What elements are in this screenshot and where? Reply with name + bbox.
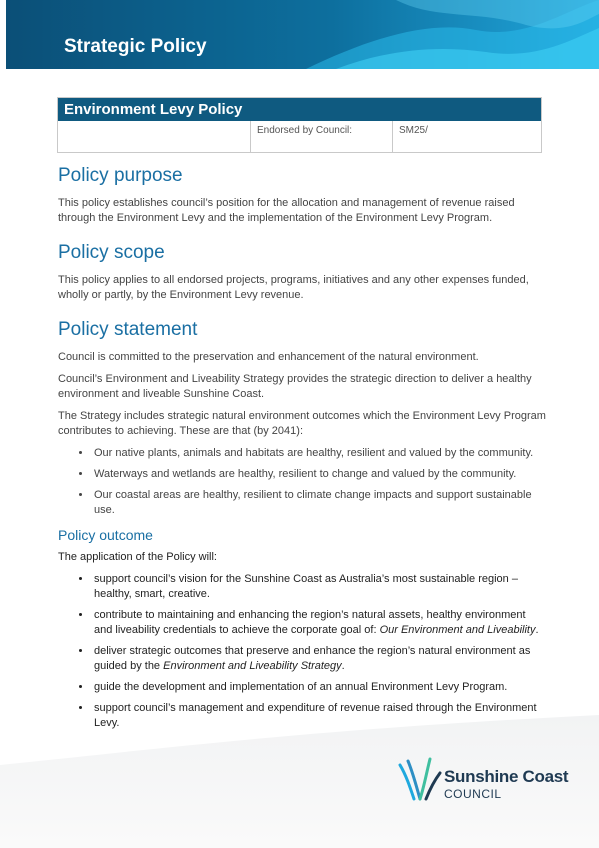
outcome-bullet-list (58, 572, 546, 731)
list-item: • Waterways and wetlands are healthy, resilient to change and valued by the community. (92, 467, 546, 482)
list-item: • support council’s management and expenditure of revenue raised through the Environment Levy. (92, 701, 546, 731)
purpose-body: This policy establishes council’s position for the allocation and management of revenue raised through the Environment Levy and the implementation of the Environment Levy Program. (58, 197, 515, 224)
list-item (92, 608, 546, 638)
purpose-section (58, 164, 546, 226)
corporate-goal-emphasis: Our Environment and Liveability (379, 624, 536, 636)
endorsed-reference: SM25/ (399, 125, 428, 136)
wave-logo-icon (398, 753, 444, 805)
header-banner (6, 0, 599, 69)
policy-info-row (58, 121, 541, 152)
document-type-title: Strategic Policy (64, 36, 207, 57)
statement-paragraph: Council is committed to the preservation and enhancement of the natural environment. (58, 351, 479, 363)
strategy-emphasis: Environment and Liveability Strategy (163, 660, 342, 672)
policy-title: Environment Levy Policy (58, 98, 541, 121)
statement-paragraph: The Strategy includes strategic natural environment outcomes which the Environment Levy Program contributes to achieving. These are that (by 2041): (58, 410, 546, 437)
list-item (92, 644, 546, 674)
list-item-text: deliver strategic outcomes that preserve and enhance the region’s natural environment as guided by the (94, 645, 531, 672)
list-item: • Our native plants, animals and habitats are healthy, resilient and valued by the community. (92, 446, 546, 461)
scope-heading: Policy scope (58, 242, 165, 263)
purpose-heading: Policy purpose (58, 165, 183, 186)
list-item: • guide the development and implementation of an annual Environment Levy Program. (92, 680, 546, 695)
sunshine-coast-council-logo (398, 753, 588, 805)
logo-name: Sunshine Coast (444, 767, 569, 786)
policy-content (58, 164, 546, 739)
logo-subtitle: COUNCIL (444, 787, 502, 801)
empty-cell (58, 121, 251, 152)
banner-wave-graphic (6, 0, 599, 69)
endorsed-label: Endorsed by Council: (251, 121, 393, 152)
statement-bullet-list (58, 446, 546, 518)
scope-section (58, 241, 546, 303)
outcome-heading: Policy outcome (58, 527, 153, 543)
list-item-text: contribute to maintaining and enhancing the region’s natural assets, healthy environment and liveability credentials to achieve the corporate goal of: (94, 609, 526, 636)
list-item: • Our coastal areas are healthy, resilient to climate change impacts and support sustainable use. (92, 488, 546, 518)
statement-paragraph: Council’s Environment and Liveability Strategy provides the strategic direction to deliver a healthy environment and liveable Sunshine Coast. (58, 373, 532, 400)
list-item: • support council’s vision for the Sunshine Coast as Australia’s most sustainable region – healthy, smart, creative. (92, 572, 546, 602)
outcome-intro: The application of the Policy will: (58, 551, 217, 563)
scope-body: This policy applies to all endorsed projects, programs, initiatives and any other expenses funded, wholly or partly, by the Environment Levy revenue. (58, 274, 529, 301)
statement-section (58, 318, 546, 518)
list-item-end: . (341, 660, 345, 672)
statement-heading: Policy statement (58, 319, 198, 340)
policy-info-table (57, 97, 542, 153)
list-item-end: . (535, 624, 539, 636)
outcome-section (58, 526, 546, 731)
